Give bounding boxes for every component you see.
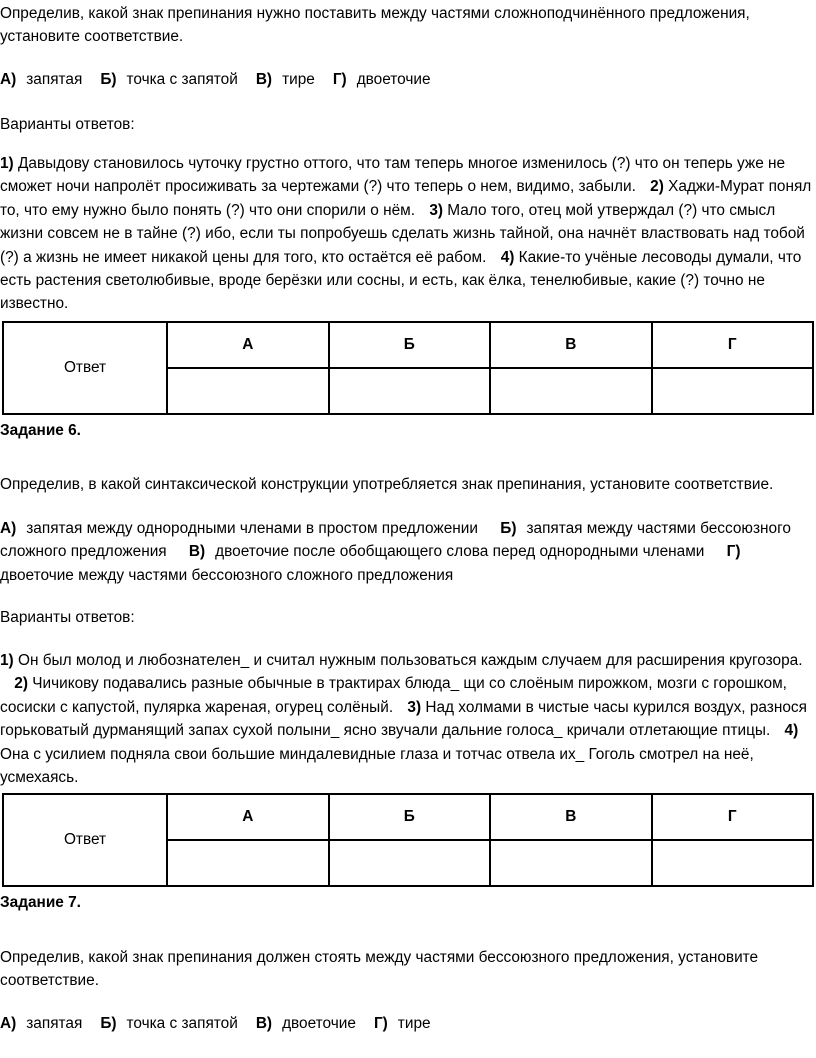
task6-header-a: А bbox=[167, 794, 329, 840]
task5-header-d: Г bbox=[652, 322, 814, 368]
task5-variant-3-num: 3) bbox=[429, 201, 444, 219]
task6-variants-label: Варианты ответов: bbox=[0, 609, 135, 626]
task6-options bbox=[0, 517, 812, 587]
task6-option-b-text: запятая между частями бессоюзного сложного предложения bbox=[0, 520, 791, 561]
task6-header-c: В bbox=[490, 794, 652, 840]
task6-variant-2-num: 2) bbox=[14, 675, 28, 693]
task5-header-a: А bbox=[167, 322, 329, 368]
task5-option-d-key: Г) bbox=[332, 71, 347, 88]
task5-variant-4-num: 4) bbox=[500, 248, 515, 266]
task7-options bbox=[0, 1012, 812, 1035]
task6-answer-cell-d[interactable] bbox=[652, 840, 814, 886]
task6-option-a-text: запятая между однородными членами в простом предложении bbox=[26, 520, 478, 537]
task6-header-d: Г bbox=[652, 794, 814, 840]
task5-answer-cell-a[interactable] bbox=[167, 368, 329, 414]
task5-answer-cell-b[interactable] bbox=[329, 368, 491, 414]
task6-variant-4-num: 4) bbox=[784, 722, 799, 740]
task6-variant-1-text: Он был молод и любознателен_ и считал нужным пользоваться каждым случаем для расширения кругозора. bbox=[17, 652, 803, 669]
task5-variant-2-text: Хаджи-Мурат понял то, что ему нужно было понять (?) что они спорили о нём. bbox=[0, 178, 812, 219]
task6-answer-cell-a[interactable] bbox=[167, 840, 329, 886]
task6-option-d-key: Г) bbox=[726, 543, 741, 561]
task5-option-a-key: А) bbox=[0, 71, 17, 88]
task6-option-a-key: А) bbox=[0, 520, 17, 537]
task6-option-b-key: Б) bbox=[500, 520, 517, 537]
task6-answer-cell-c[interactable] bbox=[490, 840, 652, 886]
task6-option-c-text: двоеточие после обобщающего слова перед однородными членами bbox=[215, 543, 705, 561]
task5-variant-1-num: 1) bbox=[0, 155, 14, 172]
task7-option-a-key: А) bbox=[0, 1015, 17, 1032]
task5-option-b-text: точка с запятой bbox=[126, 71, 238, 88]
task5-option-c-key: В) bbox=[255, 71, 273, 88]
task6-instruction: Определив, в какой синтаксической конструкции употребляется знак препинания, установите соответствие. bbox=[0, 476, 774, 493]
task6-answer-row-label: Ответ bbox=[3, 794, 167, 886]
task6-variant-4-text: Она с усилием подняла свои большие миндалевидные глаза и тотчас отвела их_ Гоголь смотрел на неё, усмехаясь. bbox=[0, 745, 754, 787]
task5-variant-3-text: Мало того, отец мой утверждал (?) что смысл жизни совсем не в тайне (?) ибо, если ты попробуешь сделать жизнь тайной, она начнёт властвовать над тобой (?) а жизнь не имеет никакой цены для того, кто остаётся её рабом. bbox=[0, 201, 805, 266]
task6-variant-1-num: 1) bbox=[0, 652, 14, 669]
task5-answer-table bbox=[2, 321, 814, 415]
task6-variants bbox=[0, 649, 812, 789]
task5-header-c: В bbox=[490, 322, 652, 368]
task5-variant-4-text: Какие-то учёные лесоводы думали, что есть растения светолюбивые, вроде берёзки или сосны, и есть, как ёлка, тенелюбивые, какие (?) точно не известно. bbox=[0, 248, 802, 313]
task7-option-b-key: Б) bbox=[100, 1015, 117, 1032]
task5-answer-cell-c[interactable] bbox=[490, 368, 652, 414]
task7-instruction: Определив, какой знак препинания должен стоять между частями бессоюзного предложения, установите соответствие. bbox=[0, 949, 759, 990]
task7-option-c-text: двоеточие bbox=[282, 1015, 356, 1032]
task7-title: Задание 7. bbox=[0, 894, 81, 911]
task5-variants-label: Варианты ответов: bbox=[0, 116, 135, 133]
task7-option-b-text: точка с запятой bbox=[126, 1015, 238, 1032]
task6-option-c-key: В) bbox=[188, 543, 206, 561]
task6-option-d-text: двоеточие между частями бессоюзного сложного предложения bbox=[0, 566, 454, 584]
task5-option-d-text: двоеточие bbox=[356, 71, 431, 88]
task5-header-b: Б bbox=[329, 322, 491, 368]
task5-option-b-key: Б) bbox=[100, 71, 117, 88]
task6-answer-cell-b[interactable] bbox=[329, 840, 491, 886]
task5-answer-row-label: Ответ bbox=[3, 322, 167, 414]
task6-variant-2-text: Чичикову подавались разные обычные в трактирах блюда_ щи со слоёным пирожком, мозги с горошком, сосиски с капустой, пулярка жареная, огурец солёный. bbox=[0, 675, 787, 716]
task7-option-d-key: Г) bbox=[373, 1015, 388, 1032]
task6-answer-table bbox=[2, 793, 814, 887]
task5-variants bbox=[0, 152, 812, 316]
task6-title: Задание 6. bbox=[0, 422, 81, 439]
task6-variant-3-num: 3) bbox=[407, 698, 422, 716]
task7-option-a-text: запятая bbox=[26, 1015, 83, 1032]
task5-option-a-text: запятая bbox=[26, 71, 83, 88]
task7-option-d-text: тире bbox=[397, 1015, 431, 1032]
task6-header-b: Б bbox=[329, 794, 491, 840]
task5-instruction: Определив, какой знак препинания нужно поставить между частями сложноподчинённого предложения, установите соответствие. bbox=[0, 5, 750, 46]
task5-options bbox=[0, 68, 812, 91]
task5-variant-2-num: 2) bbox=[650, 178, 664, 196]
task6-variant-3-text: Над холмами в чистые часы курился воздух, разнося горьковатый дурманящий запах сухой полыни_ ясно звучали дальние голоса_ кричали отлетающие птицы. bbox=[0, 698, 807, 740]
task5-variant-1-text: Давыдову становилось чуточку грустно оттого, что там теперь многое изменилось (?) что он теперь уже не сможет ночи напролёт просиживать за чертежами (?) что теперь о нем, видимо, забыли. bbox=[0, 155, 786, 196]
task5-option-c-text: тире bbox=[282, 71, 315, 88]
task5-answer-cell-d[interactable] bbox=[652, 368, 814, 414]
task7-option-c-key: В) bbox=[255, 1015, 273, 1032]
